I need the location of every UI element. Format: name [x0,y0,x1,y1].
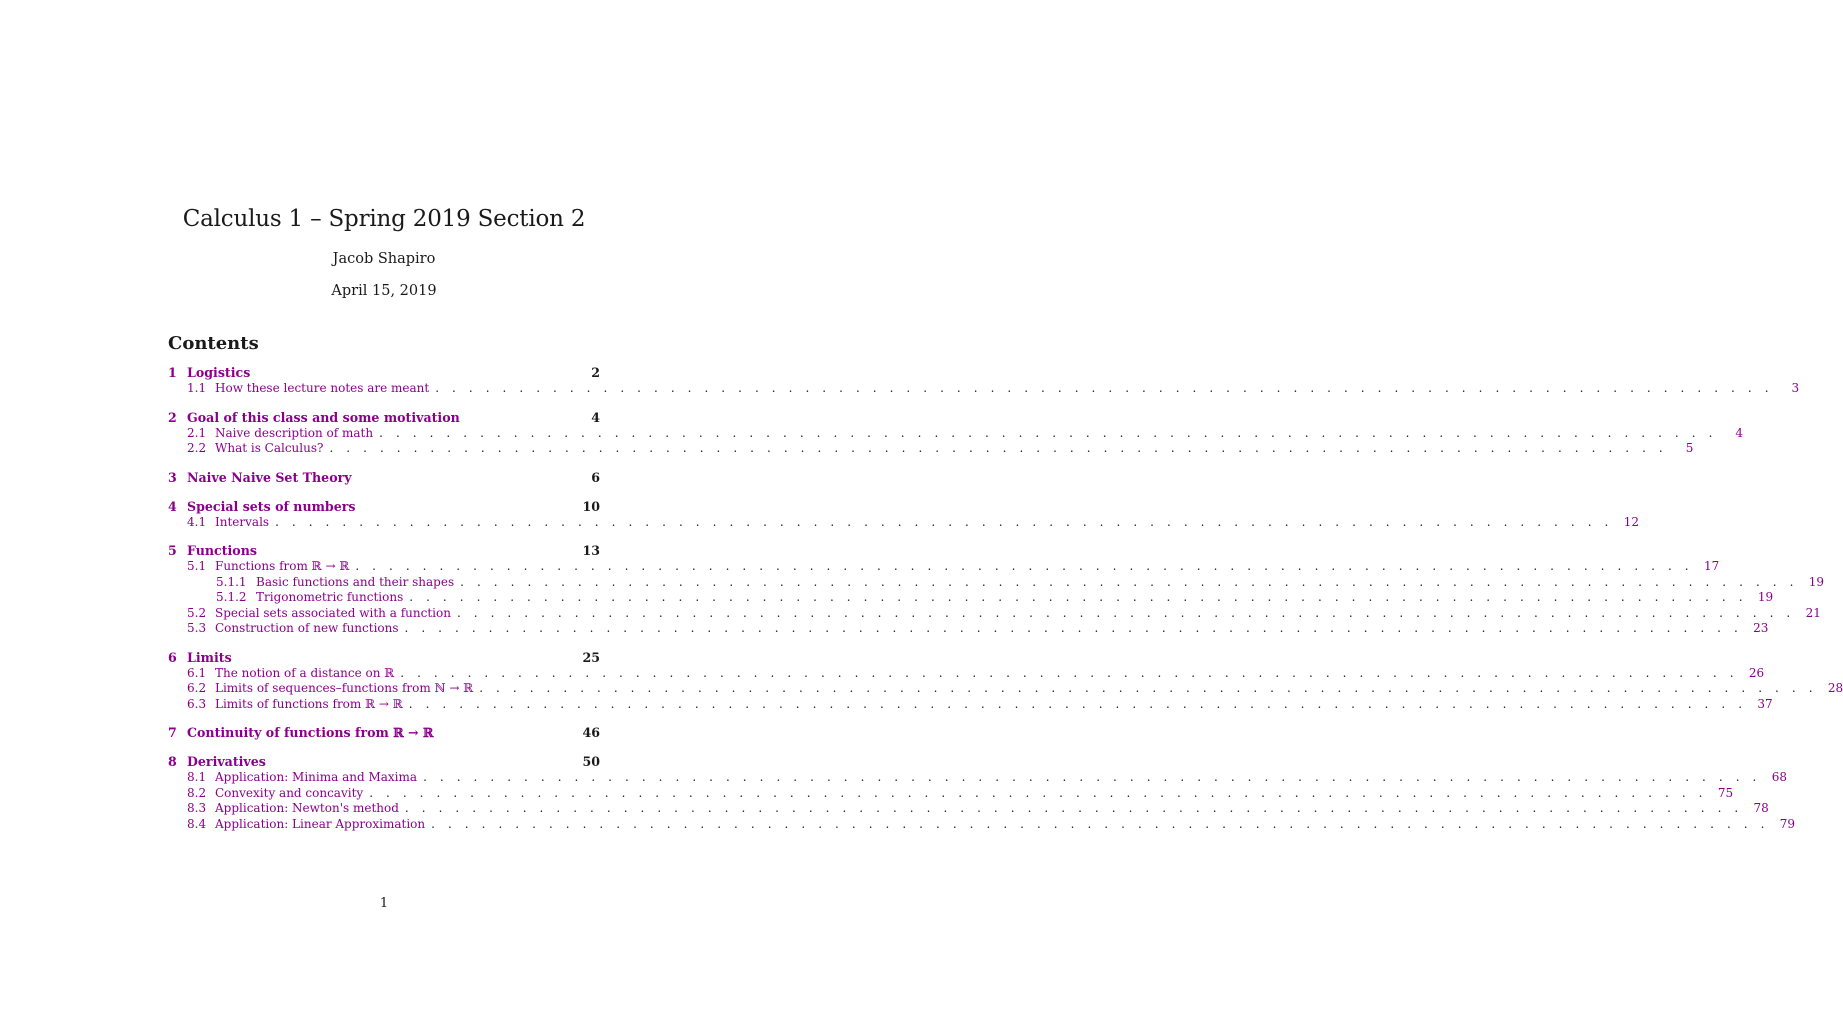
toc-section-page: 13 [582,543,600,558]
toc-section-page: 25 [582,649,600,665]
toc-section-title: Goal of this class and some motivation [187,409,460,425]
toc-subsection-link[interactable] [168,816,1796,833]
toc-entry-title: Basic functions and their shapes [256,574,455,589]
toc-entry-title: How these lecture notes are meant [215,381,430,395]
toc-subsection-link[interactable] [168,696,1773,713]
toc-section-number: 3 [168,469,177,485]
toc-entry-title: Special sets associated with a function [215,605,451,620]
toc-section-number: 2 [168,409,177,425]
document-date: April 15, 2019 [331,283,437,299]
toc-entry-number: 8.2 [187,785,207,800]
toc-section-link[interactable] [168,725,600,741]
toc-section [168,365,1800,397]
toc-entry-title: Convexity and concavity [215,785,364,800]
toc-entry-number: 8.4 [187,816,207,831]
toc-section-page: 4 [591,409,600,425]
toc-entry-title: Trigonometric functions [256,590,404,604]
contents-heading: Contents [168,333,259,354]
toc-dot-leader: . . . . . . . . . . . . . . . . . . . . . . . . . . . . . . . . . . . . . . . . . . . . . . . . . . . . . . . . . . . . . . . . . . . . . . . . . . . . . . . . [355,559,1694,573]
toc-subsection-link[interactable] [168,801,1769,817]
toc-dot-leader: . . . . . . . . . . . . . . . . . . . . . . . . . . . . . . . . . . . . . . . . . . . . . . . . . . . . . . . . . . . . . . . . . . . . . . . . . . . . . . . . [329,441,1668,455]
toc-subsubsection-link[interactable] [168,574,1825,591]
toc-entry-title: Application: Minima and Maxima [215,770,418,784]
toc-section [168,409,1744,457]
toc-entry-number: 5.1.2 [216,590,247,604]
toc-entry-title: The notion of a distance on ℝ [215,665,395,680]
toc-subsection-link[interactable] [168,665,1765,682]
toc-entry-page: 28 [1827,681,1843,695]
toc-dot-leader: . . . . . . . . . . . . . . . . . . . . . . . . . . . . . . . . . . . . . . . . . . . . . . . . . . . . . . . . . . . . . . . . . . . . . . . . . . . . . . . . [479,681,1818,695]
toc-entry-page: 23 [1753,621,1769,635]
document-title: Calculus 1 – Spring 2019 Section 2 [182,206,586,232]
toc-section [168,498,1639,531]
toc-section-page: 2 [591,365,600,380]
toc-section-number: 8 [168,754,177,769]
author-name: Jacob Shapiro [332,251,436,267]
toc-entry-number: 5.3 [187,621,207,635]
toc-dot-leader: . . . . . . . . . . . . . . . . . . . . . . . . . . . . . . . . . . . . . . . . . . . . . . . . . . . . . . . . . . . . . . . . . . . . . . . . . . . . . . . . [379,425,1718,440]
toc-section-title: Logistics [187,365,251,380]
toc-entry-number: 2.1 [187,425,207,440]
toc-entry-number: 2.2 [187,441,207,455]
toc-section-link[interactable] [168,365,600,381]
toc-section-page: 50 [582,754,600,769]
toc-dot-leader: . . . . . . . . . . . . . . . . . . . . . . . . . . . . . . . . . . . . . . . . . . . . . . . . . . . . . . . . . . . . . . . . . . . . . . . . . . . . . . . . [435,381,1774,395]
toc-entry-page: 75 [1717,785,1734,800]
toc-section-title: Naive Naive Set Theory [187,469,352,485]
toc-entry-title: What is Calculus? [215,441,324,455]
toc-dot-leader: . . . . . . . . . . . . . . . . . . . . . . . . . . . . . . . . . . . . . . . . . . . . . . . . . . . . . . . . . . . . . . . . . . . . . . . . . . . . . . . . [404,621,1743,635]
toc-entry-page: 12 [1623,514,1639,529]
toc-section-link[interactable] [168,499,600,515]
toc-subsection-link[interactable] [168,770,1787,786]
toc-dot-leader: . . . . . . . . . . . . . . . . . . . . . . . . . . . . . . . . . . . . . . . . . . . . . . . . . . . . . . . . . . . . . . . . . . . . . . . . . . . . . . . . [408,696,1747,711]
toc-dot-leader: . . . . . . . . . . . . . . . . . . . . . . . . . . . . . . . . . . . . . . . . . . . . . . . . . . . . . . . . . . . . . . . . . . . . . . . . . . . . . . . . [431,816,1770,831]
toc-entry-number: 8.3 [187,801,207,815]
toc-subsection-link[interactable] [168,514,1639,531]
toc-entry-page: 26 [1748,665,1765,680]
toc-section [168,725,600,741]
toc-subsubsection-link[interactable] [168,590,1774,606]
toc-section [168,470,600,486]
toc-entry-number: 8.1 [187,770,207,784]
toc-entry-page: 3 [1791,381,1800,395]
toc-entry-number: 1.1 [187,381,207,395]
toc-section [168,543,1825,637]
toc-subsection-link[interactable] [168,381,1800,397]
toc-dot-leader: . . . . . . . . . . . . . . . . . . . . . . . . . . . . . . . . . . . . . . . . . . . . . . . . . . . . . . . . . . . . . . . . . . . . . . . . . . . . . . . . [400,665,1739,680]
toc-entry-page: 68 [1771,770,1787,784]
toc-section-title: Limits [187,649,232,665]
toc-section-number: 7 [168,725,177,740]
toc-section-link[interactable] [168,470,600,486]
toc-section-page: 6 [591,469,600,485]
toc-section-number: 5 [168,543,177,558]
toc-entry-page: 4 [1735,425,1744,440]
toc-dot-leader: . . . . . . . . . . . . . . . . . . . . . . . . . . . . . . . . . . . . . . . . . . . . . . . . . . . . . . . . . . . . . . . . . . . . . . . . . . . . . . . . [275,514,1613,529]
toc-entry-page: 79 [1779,816,1796,831]
toc-entry-page: 17 [1703,559,1720,573]
toc-section-link[interactable] [168,754,600,770]
toc-entry-title: Construction of new functions [215,621,399,635]
toc-entry-page: 21 [1805,605,1821,620]
toc-dot-leader: . . . . . . . . . . . . . . . . . . . . . . . . . . . . . . . . . . . . . . . . . . . . . . . . . . . . . . . . . . . . . . . . . . . . . . . . . . . . . . . . [404,801,1743,815]
toc-section-title: Derivatives [187,754,266,769]
toc-dot-leader: . . . . . . . . . . . . . . . . . . . . . . . . . . . . . . . . . . . . . . . . . . . . . . . . . . . . . . . . . . . . . . . . . . . . . . . . . . . . . . . . [409,590,1748,604]
toc-entry-page: 19 [1757,590,1774,604]
toc-entry-title: Limits of functions from ℝ → ℝ [215,696,403,711]
toc-subsection-link[interactable] [168,621,1769,637]
toc-entry-title: Limits of sequences–functions from ℕ → ℝ [215,681,474,695]
page-number: 1 [379,896,389,911]
toc-dot-leader: . . . . . . . . . . . . . . . . . . . . . . . . . . . . . . . . . . . . . . . . . . . . . . . . . . . . . . . . . . . . . . . . . . . . . . . . . . . . . . . . [460,574,1799,589]
toc-section-link[interactable] [168,650,600,666]
toc-section-title: Continuity of functions from ℝ → ℝ [187,725,434,740]
toc-entry-page: 5 [1685,441,1694,455]
toc-subsection-link[interactable] [168,605,1821,622]
toc-dot-leader: . . . . . . . . . . . . . . . . . . . . . . . . . . . . . . . . . . . . . . . . . . . . . . . . . . . . . . . . . . . . . . . . . . . . . . . . . . . . . . . . [423,770,1761,784]
toc-section-number: 4 [168,498,177,514]
toc-entry-title: Functions from ℝ → ℝ [215,559,350,573]
toc-entry-title: Application: Newton's method [215,801,399,815]
toc-entry-number: 6.1 [187,665,207,680]
toc-subsection-link[interactable] [168,559,1720,575]
toc-dot-leader: . . . . . . . . . . . . . . . . . . . . . . . . . . . . . . . . . . . . . . . . . . . . . . . . . . . . . . . . . . . . . . . . . . . . . . . . . . . . . . . . [456,605,1795,620]
toc-entry-number: 5.1.1 [216,574,247,589]
toc-subsection-link[interactable] [168,785,1734,802]
toc-section-page: 10 [582,498,600,514]
toc-dot-leader: . . . . . . . . . . . . . . . . . . . . . . . . . . . . . . . . . . . . . . . . . . . . . . . . . . . . . . . . . . . . . . . . . . . . . . . . . . . . . . . . [369,785,1708,800]
toc-entry-page: 19 [1808,574,1825,589]
toc-entry-title: Intervals [215,514,270,529]
toc-section-number: 1 [168,365,177,380]
toc-entry-title: Application: Linear Approximation [215,816,426,831]
toc-section [168,649,1843,713]
toc-entry-title: Naive description of math [215,425,374,440]
toc-entry-page: 37 [1757,696,1773,711]
toc-section-link[interactable] [168,410,600,426]
toc-section [168,754,1796,832]
toc-section-title: Special sets of numbers [187,498,356,514]
toc-section-title: Functions [187,543,257,558]
toc-entry-number: 6.3 [187,696,207,711]
toc-section-page: 46 [582,725,600,740]
toc-entry-number: 5.1 [187,559,207,573]
toc-subsection-link[interactable] [168,441,1694,457]
toc-entry-page: 78 [1753,801,1769,815]
toc-section-number: 6 [168,649,177,665]
toc-subsection-link[interactable] [168,681,1843,697]
table-of-contents [168,365,1843,845]
toc-entry-number: 6.2 [187,681,207,695]
toc-subsection-link[interactable] [168,425,1744,442]
toc-entry-number: 5.2 [187,605,207,620]
toc-entry-number: 4.1 [187,514,207,529]
toc-section-link[interactable] [168,543,600,559]
